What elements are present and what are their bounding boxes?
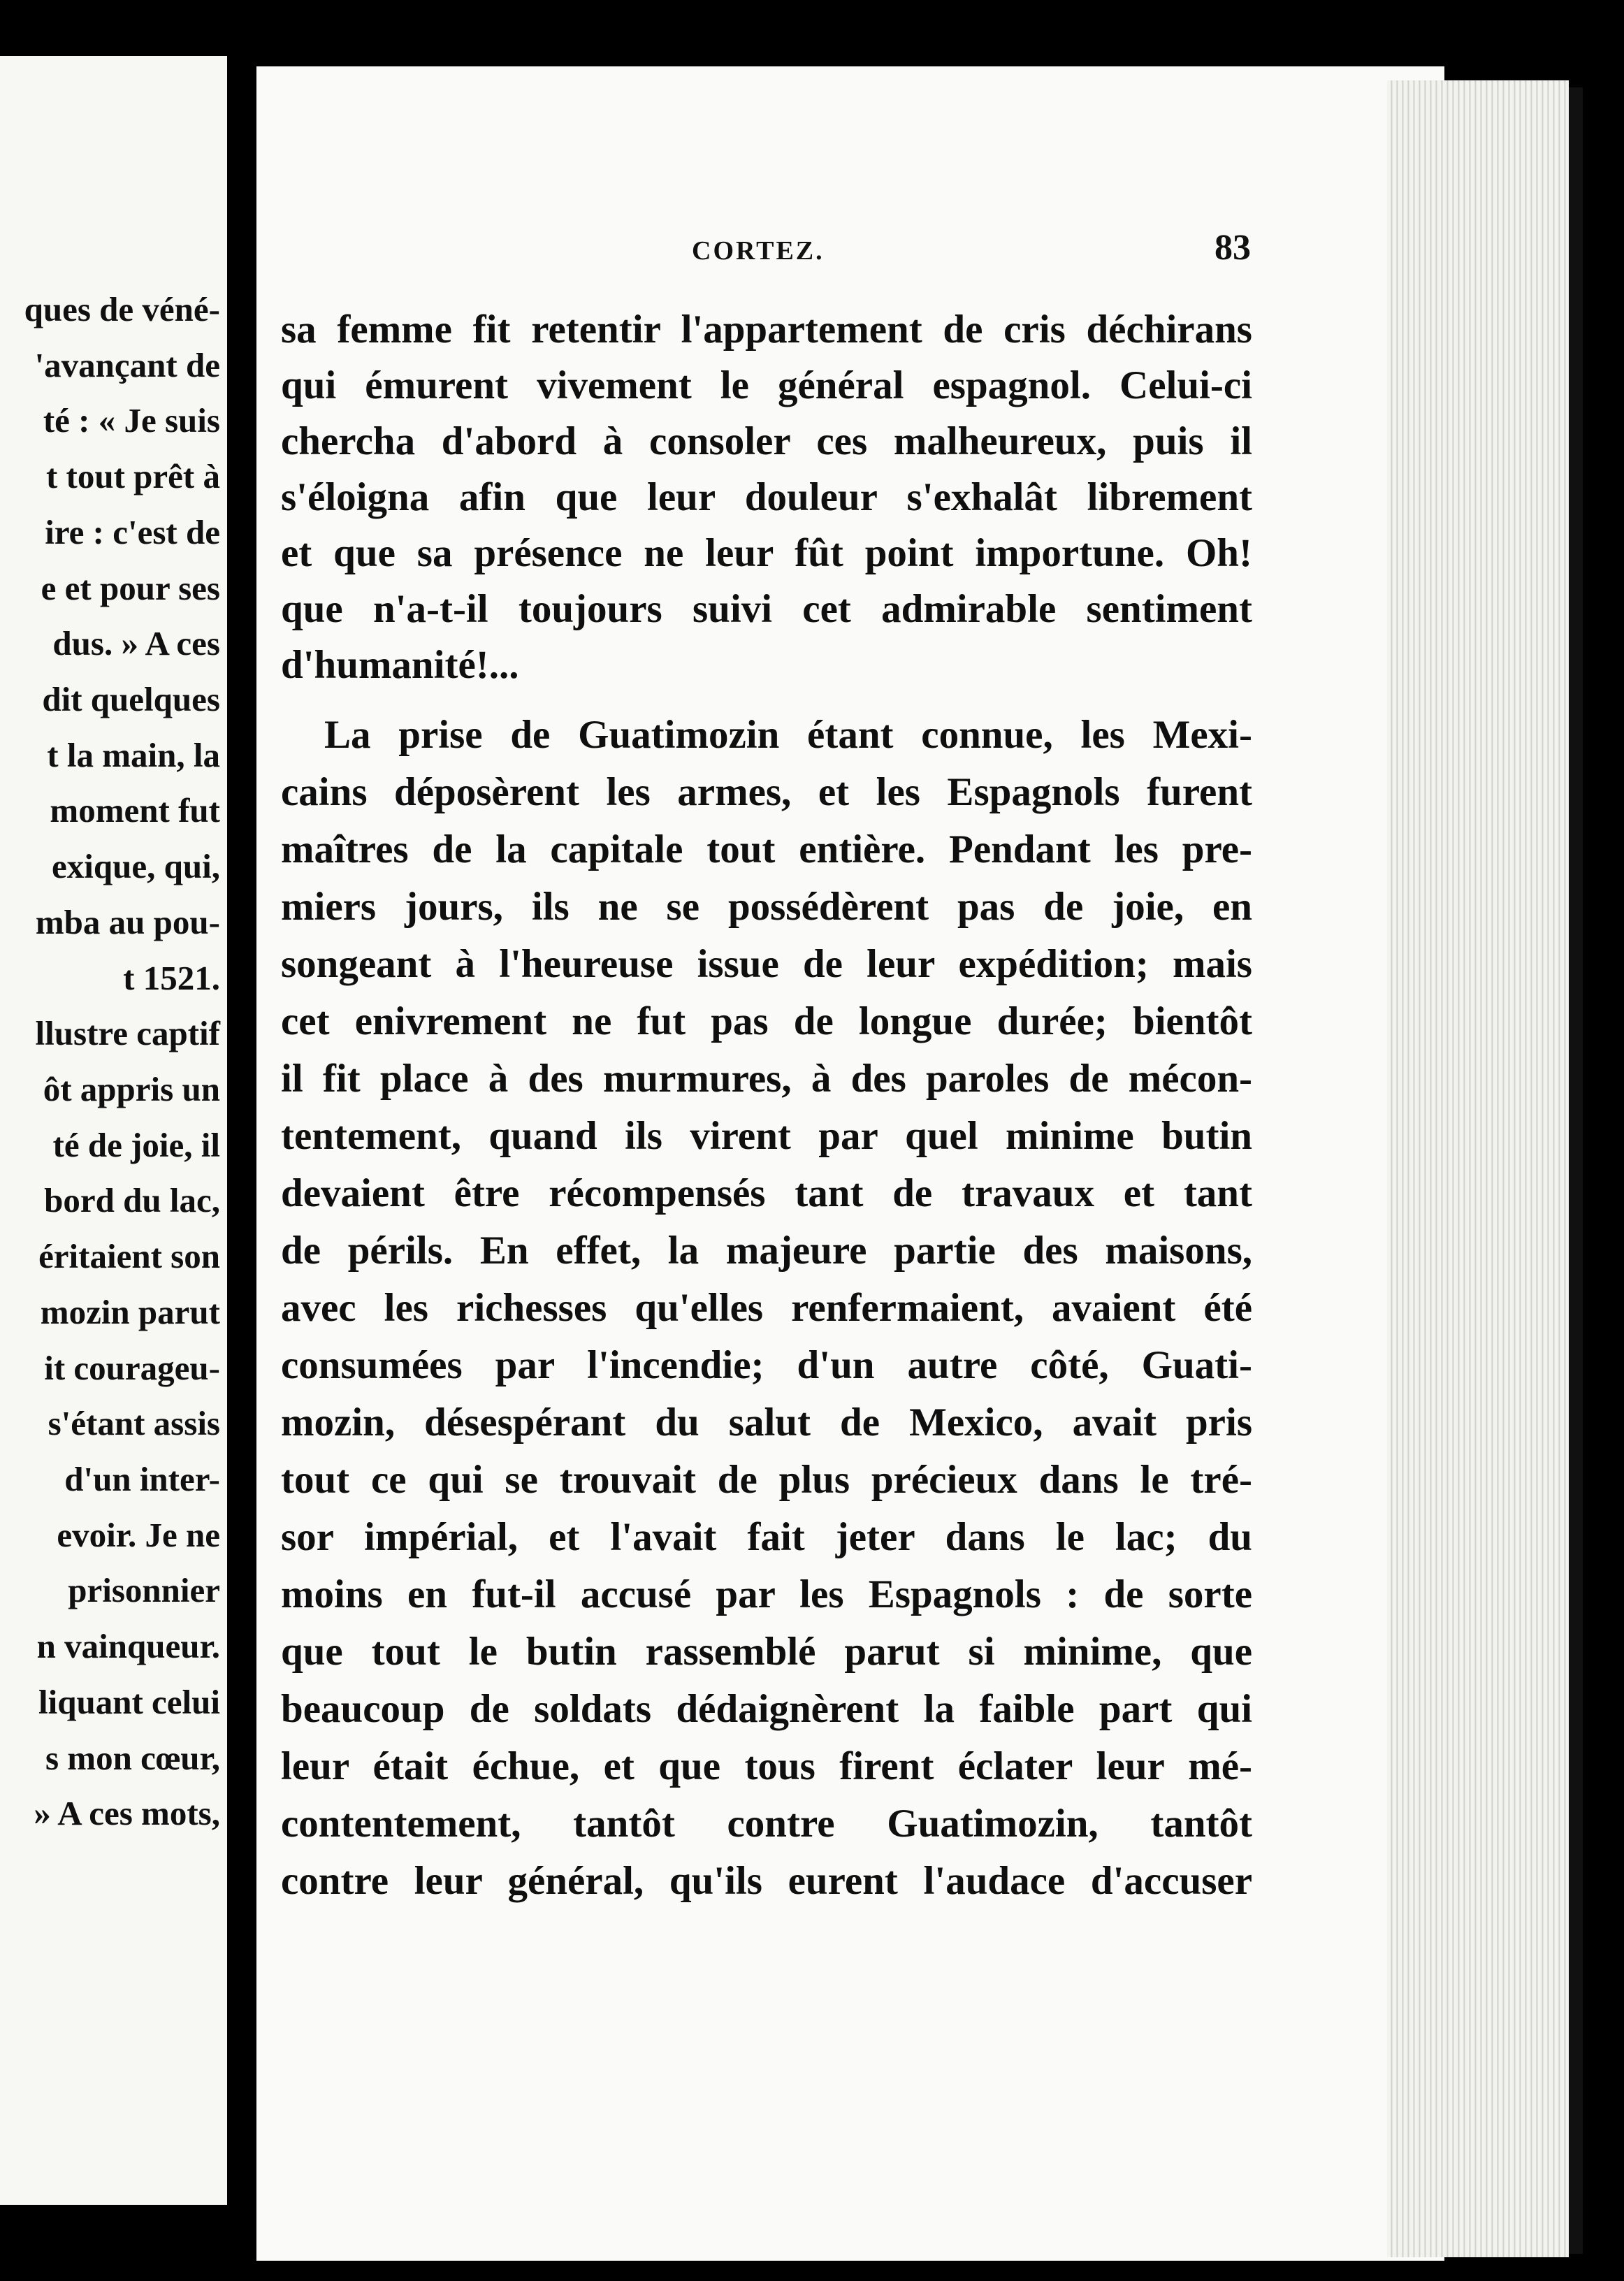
left-page-line: bord du lac,: [44, 1181, 220, 1219]
left-page-line: s mon cœur,: [45, 1739, 220, 1777]
text-line: chercha d'abord à consoler ces malheureux, puis il: [281, 419, 1252, 463]
left-page-line: llustre captif: [35, 1014, 220, 1052]
text-line: s'éloigna afin que leur douleur s'exhalât librement: [281, 475, 1252, 519]
left-page-line: 'avançant de: [34, 346, 220, 384]
book-edge-shadow: [1569, 87, 1583, 2254]
running-head: CORTEZ.: [692, 236, 825, 266]
left-page-line: dit quelques: [42, 680, 220, 718]
left-page-line: ire : c'est de: [45, 513, 220, 551]
left-page-line: dus. » A ces: [52, 624, 220, 662]
text-line: mozin, désespérant du salut de Mexico, avait pris: [281, 1400, 1252, 1444]
left-page-line: mozin parut: [40, 1293, 220, 1331]
text-line: qui émurent vivement le général espagnol. Celui-ci: [281, 363, 1252, 407]
left-page-line: t la main, la: [47, 736, 220, 774]
left-page-line: ôt appris un: [43, 1070, 220, 1108]
text-line: La prise de Guatimozin étant connue, les Mexi-: [324, 713, 1252, 757]
left-page-line: mba au pou-: [35, 903, 220, 941]
text-line: consumées par l'incendie; d'un autre côté, Guati-: [281, 1343, 1252, 1387]
left-page-line: evoir. Je ne: [57, 1516, 220, 1554]
text-line: sor impérial, et l'avait fait jeter dans le lac; du: [281, 1515, 1252, 1559]
text-line: il fit place à des murmures, à des paroles de mécon-: [281, 1057, 1252, 1101]
left-page-line: it courageu-: [44, 1349, 220, 1387]
text-line: sa femme fit retentir l'appartement de cris déchirans: [281, 307, 1252, 352]
left-page-line: d'un inter-: [64, 1460, 220, 1498]
text-line: miers jours, ils ne se possédèrent pas de joie, en: [281, 885, 1252, 929]
left-page-line: éritaient son: [38, 1237, 220, 1275]
text-line: que n'a-t-il toujours suivi cet admirable sentiment: [281, 587, 1252, 631]
page-number: 83: [1215, 228, 1251, 268]
left-page-line: e et pour ses: [41, 569, 220, 607]
left-page-line: t 1521.: [123, 959, 220, 997]
left-page-line: té : « Je suis: [43, 401, 220, 440]
left-page-line: n vainqueur.: [36, 1627, 220, 1665]
book-gutter: [227, 0, 256, 2281]
left-page-line: moment fut: [50, 791, 220, 830]
left-page-line: » A ces mots,: [34, 1794, 220, 1832]
text-line: d'humanité!...: [281, 643, 519, 687]
text-line: contentement, tantôt contre Guatimozin, tantôt: [281, 1802, 1252, 1846]
text-line: cet enivrement ne fut pas de longue durée; bientôt: [281, 999, 1252, 1043]
text-line: beaucoup de soldats dédaignèrent la faible part qui: [281, 1687, 1252, 1731]
text-line: devaient être récompensés tant de travaux et tant: [281, 1171, 1252, 1215]
text-line: moins en fut-il accusé par les Espagnols : de sorte: [281, 1572, 1252, 1616]
text-line: avec les richesses qu'elles renfermaient, avaient été: [281, 1286, 1252, 1330]
left-page-line: exique, qui,: [52, 847, 220, 885]
left-page-line: té de joie, il: [52, 1126, 220, 1164]
text-line: que tout le butin rassemblé parut si minime, que: [281, 1630, 1252, 1674]
text-line: de périls. En effet, la majeure partie des maisons,: [281, 1229, 1252, 1273]
left-page-fragment: [0, 56, 227, 2205]
text-line: maîtres de la capitale tout entière. Pendant les pre-: [281, 827, 1252, 871]
left-page-line: liquant celui: [38, 1683, 220, 1721]
text-line: leur était échue, et que tous firent éclater leur mé-: [281, 1744, 1252, 1788]
left-page-line: prisonnier: [68, 1571, 220, 1609]
page-edges: [1387, 80, 1569, 2257]
page-header: [280, 227, 1251, 269]
text-line: songeant à l'heureuse issue de leur expédition; mais: [281, 942, 1252, 986]
text-line: contre leur général, qu'ils eurent l'audace d'accuser: [281, 1859, 1252, 1903]
left-page-line: s'étant assis: [48, 1404, 220, 1442]
left-page-line: t tout prêt à: [45, 457, 220, 495]
text-line: tout ce qui se trouvait de plus précieux dans le tré-: [281, 1458, 1252, 1502]
left-page-line: ques de véné-: [24, 290, 220, 328]
text-line: et que sa présence ne leur fût point importune. Oh!: [281, 531, 1252, 575]
text-line: tentement, quand ils virent par quel minime butin: [281, 1114, 1252, 1158]
text-line: cains déposèrent les armes, et les Espagnols furent: [281, 770, 1252, 814]
